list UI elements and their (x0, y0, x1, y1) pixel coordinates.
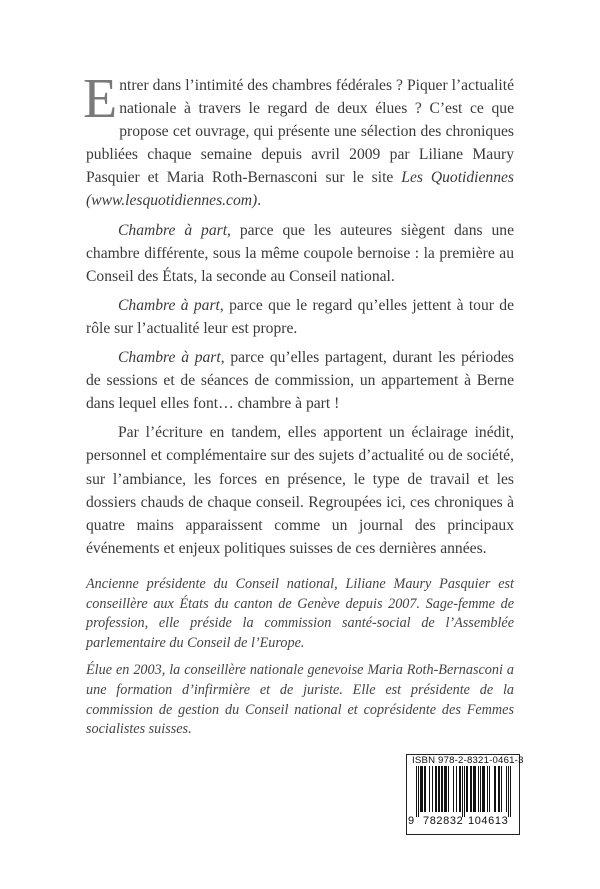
blurb-paragraph-chamber-3: Chambre à part, parce qu’elles partagent, durant les périodes de sessions et de séances de commission, un appartement à Berne dans lequel elles font… chambre à part ! (86, 349, 514, 413)
website-reference: Les Quotidiennes (www.lesquotidiennes.com) (86, 169, 514, 210)
barcode-bar (416, 766, 417, 817)
barcode-bar (444, 766, 445, 812)
barcode-bar (471, 766, 472, 812)
barcode-bar (470, 766, 471, 812)
barcode-digits-left: 782832 (423, 815, 464, 827)
barcode-bar (435, 766, 436, 812)
barcode-bar (432, 766, 433, 812)
book-title-mention: Chambre à part (118, 296, 220, 314)
blurb-paragraph-tandem: Par l’écriture en tandem, elles apportent un éclairage inédit, personnel et complémentaire sur des sujets d’actualité ou de société, sur l’ambiance, les forces en présence, le type de travail et les dossiers chauds de chaque conseil. Regroupées ici, ces chroniques à quatre mains apparaissent comme un journal des principaux événements et enjeux politiques suisses de ces dernières années. (86, 424, 514, 557)
barcode-bar (446, 766, 447, 812)
barcode-bar (439, 766, 440, 812)
barcode-bar (462, 766, 463, 817)
barcode-bar (422, 766, 423, 812)
barcode-bar (467, 766, 468, 812)
barcode-bar (453, 766, 454, 812)
barcode-bar (466, 766, 467, 812)
barcode-bar (498, 766, 499, 812)
book-title-mention: Chambre à part (118, 349, 221, 367)
barcode-bar (508, 766, 509, 817)
barcode-bar (487, 766, 488, 812)
barcode-digits-right: 104613 (468, 815, 509, 827)
barcode-bar (495, 766, 496, 812)
intro-text: ntrer dans l’intimité des chambres fédérales ? Piquer l’actualité nationale à travers le regard de deux élues ? C’est ce que propose cet ouvrage, qui présente une sélection des chroniques publiées chaque semaine depuis avril 2009 par Liliane Maury Pasquier et Maria Roth-Bernasconi sur le site (86, 77, 514, 187)
barcode-bar (421, 766, 422, 812)
barcode-bar (445, 766, 446, 812)
barcode-digit-first: 9 (408, 815, 415, 827)
barcode-bar (420, 766, 421, 812)
blurb-text (83, 68, 514, 566)
drop-cap: E (83, 68, 118, 130)
barcode-bar (418, 766, 419, 817)
book-title-mention: Chambre à part (118, 221, 228, 239)
barcode-bar (425, 766, 426, 812)
barcode-bar (436, 766, 437, 812)
barcode-bar (429, 766, 430, 812)
barcode-bar (475, 766, 476, 812)
barcode-bar (489, 766, 490, 812)
barcode-bar (473, 766, 474, 812)
isbn-label: ISBN 978-2-8321-0461-3 (412, 755, 524, 766)
barcode-bar (482, 766, 483, 812)
barcode-bar (480, 766, 481, 812)
blurb-paragraph-intro: Entrer dans l’intimité des chambres fédérales ? Piquer l’actualité nationale à travers le regard de deux élues ? C’est ce que propose cet ouvrage, qui présente une sélection des chroniques publiées chaque semaine depuis avril 2009 par Liliane Maury Pasquier et Maria Roth-Bernasconi sur le site Les Quotidiennes (www.lesquotidiennes.com). (83, 68, 514, 210)
barcode-bar (456, 766, 457, 812)
barcode-bar (506, 766, 507, 812)
author-bio-maury-pasquier: Ancienne présidente du Conseil national, Liliane Maury Pasquier est conseillère aux États du canton de Genève depuis 2007. Sage-femme de profession, elle préside la commission santé-social de l’Assemblée parlementaire du Conseil de l’Europe. (86, 576, 514, 651)
barcode-bar (438, 766, 439, 812)
blurb-paragraph-chamber-2: Chambre à part, parce que le regard qu’elles jettent à tour de rôle sur l’actualité leur est propre. (86, 296, 514, 337)
barcode-bar (448, 766, 449, 812)
barcode-bar (483, 766, 484, 812)
barcode-bar (441, 766, 442, 812)
barcode-bars (406, 766, 518, 818)
barcode-bar (478, 766, 479, 812)
author-bio-roth-bernasconi: Élue en 2003, la conseillère nationale genevoise Maria Roth-Bernasconi a une formation d’infirmière et de juriste. Elle est présidente de la commission de gestion du Conseil national et coprésidente des Femmes socialistes suisses. (86, 662, 514, 738)
barcode-bar (460, 766, 461, 812)
barcode-bar (464, 766, 465, 817)
barcode-bar (484, 766, 485, 812)
blurb-paragraph-chamber-1: Chambre à part, parce que les auteures siègent dans une chambre différente, sous la même coupole bernoise : la première au Conseil des États, la seconde au Conseil national. (86, 221, 514, 285)
barcode-bar (494, 766, 495, 812)
barcode-bar (442, 766, 443, 812)
author-bios (86, 575, 514, 748)
barcode-bar (501, 766, 502, 812)
barcode-bar (459, 766, 460, 812)
barcode-bar (510, 766, 511, 817)
barcode-bar (424, 766, 425, 812)
barcode-bar (499, 766, 500, 812)
barcode-bar (474, 766, 475, 812)
